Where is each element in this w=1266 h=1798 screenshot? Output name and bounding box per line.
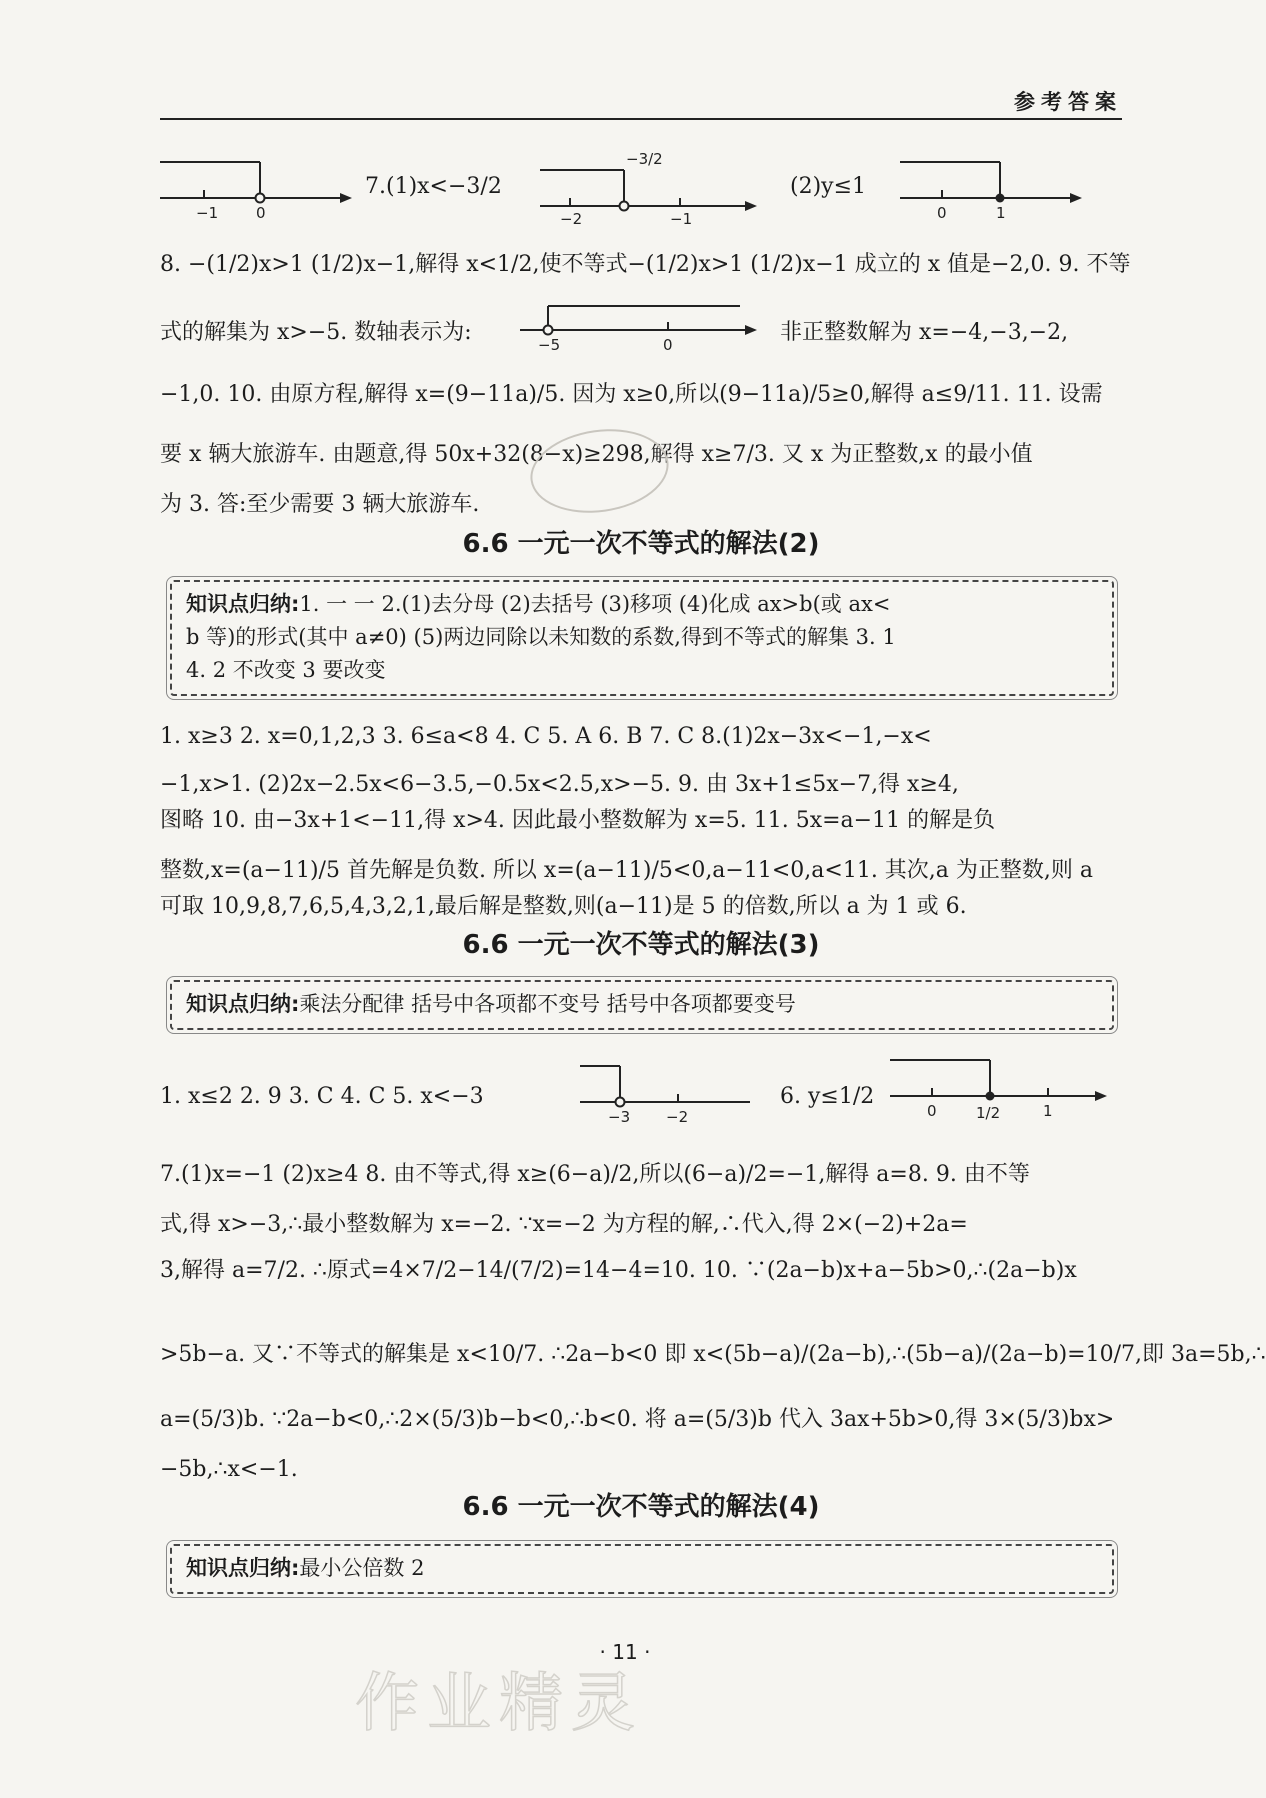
nl5-tick-b: −2 — [666, 1108, 689, 1126]
nl4-tick-a: −5 — [538, 336, 561, 354]
box3-label: 知识点归纳: — [186, 992, 300, 1016]
sec3-row1a: 1. x≤2 2. 9 3. C 4. C 5. x<−3 — [160, 1084, 484, 1109]
number-line-3 — [900, 150, 1090, 220]
number-line-1 — [160, 150, 350, 220]
nl1-tick-b: 0 — [256, 204, 266, 222]
nl2-point-label: −3/2 — [626, 150, 663, 168]
sec3-line2: 式,得 x>−3,∴最小整数解为 x=−2. ∵x=−2 为方程的解,∴代入,得 2×(−2)+2a= — [160, 1212, 968, 1237]
nl1-tick-a: −1 — [196, 204, 219, 222]
sec3-line4: >5b−a. 又∵不等式的解集是 x<10/7. ∴2a−b<0 即 x<(5b−a)/(2a−b),∴(5b−a)/(2a−b)=10/7,即 3a=5b,∴ — [160, 1342, 1266, 1367]
box4-text: 最小公倍数 2 — [299, 1556, 425, 1580]
number-line-6 — [890, 1052, 1115, 1132]
sec2-line4: 整数,x=(a−11)/5 首先解是负数. 所以 x=(a−11)/5<0,a−11<0,a<11. 其次,a 为正整数,则 a — [160, 858, 1094, 883]
sec2-line1: 1. x≥3 2. x=0,1,2,3 3. 6≤a<8 4. C 5. A 6. B 7. C 8.(1)2x−3x<−1,−x< — [160, 724, 932, 749]
sec3-row1b: 6. y≤1/2 — [780, 1084, 875, 1109]
nl4-tick-b: 0 — [663, 336, 673, 354]
box2-line1: 知识点归纳:1. 一 一 2.(1)去分母 (2)去括号 (3)移项 (4)化成 ax>b(或 ax< — [186, 592, 891, 616]
nl6-tick-a: 0 — [927, 1102, 937, 1120]
knowledge-box-2 — [170, 580, 1114, 696]
sec2-line5: 可取 10,9,8,7,6,5,4,3,2,1,最后解是整数,则(a−11)是 5 的倍数,所以 a 为 1 或 6. — [160, 894, 967, 919]
sec3-line3: 3,解得 a=7/2. ∴原式=4×7/2−14/(7/2)=14−4=10. 10. ∵(2a−b)x+a−5b>0,∴(2a−b)x — [160, 1258, 1077, 1283]
block1-line5: 为 3. 答:至少需要 3 辆大旅游车. — [160, 492, 480, 517]
sec3-line5: a=(5/3)b. ∵2a−b<0,∴2×(5/3)b−b<0,∴b<0. 将 a=(5/3)b 代入 3ax+5b>0,得 3×(5/3)bx> — [160, 1407, 1115, 1432]
box2-line2: b 等)的形式(其中 a≠0) (5)两边同除以未知数的系数,得到不等式的解集 3. 1 — [186, 625, 896, 649]
knowledge-box-4 — [170, 1544, 1114, 1594]
number-line-4 — [520, 300, 760, 360]
box3-text: 乘法分配律 括号中各项都不变号 括号中各项都要变号 — [299, 992, 796, 1016]
sec2-line3: 图略 10. 由−3x+1<−11,得 x>4. 因此最小整数解为 x=5. 11. 5x=a−11 的解是负 — [160, 808, 996, 833]
number-line-2 — [540, 150, 760, 228]
box2-line3: 4. 2 不改变 3 要改变 — [186, 658, 386, 682]
number-line-5 — [580, 1058, 770, 1128]
header-rule — [160, 118, 1122, 120]
block1-line2b: 非正整数解为 x=−4,−3,−2, — [780, 320, 1069, 345]
box4-label: 知识点归纳: — [186, 1556, 300, 1580]
q7-part2: (2)y≤1 — [790, 174, 867, 199]
block1-line3: −1,0. 10. 由原方程,解得 x=(9−11a)/5. 因为 x≥0,所以(9−11a)/5≥0,解得 a≤9/11. 11. 设需 — [160, 382, 1103, 407]
nl3-tick-b: 1 — [996, 204, 1006, 222]
block1-line4: 要 x 辆大旅游车. 由题意,得 50x+32(8−x)≥298,解得 x≥7/3. 又 x 为正整数,x 的最小值 — [160, 442, 1033, 467]
sec2-line2: −1,x>1. (2)2x−2.5x<6−3.5,−0.5x<2.5,x>−5. 9. 由 3x+1≤5x−7,得 x≥4, — [160, 772, 959, 797]
page-number: · 11 · — [599, 1640, 651, 1664]
knowledge-box-3 — [170, 980, 1114, 1030]
section-title-3: 6.6 一元一次不等式的解法(3) — [462, 930, 820, 960]
box2-label: 知识点归纳: — [186, 592, 300, 616]
section-title-2: 6.6 一元一次不等式的解法(2) — [462, 529, 820, 559]
nl6-tick-b: 1/2 — [976, 1104, 1001, 1122]
sec3-line6: −5b,∴x<−1. — [160, 1457, 298, 1482]
nl6-tick-c: 1 — [1043, 1102, 1053, 1120]
block1-line2a: 式的解集为 x>−5. 数轴表示为: — [160, 320, 472, 345]
watermark-logo: 作业精灵 — [355, 1667, 643, 1741]
nl2-tick-a: −2 — [560, 210, 583, 228]
nl5-tick-a: −3 — [608, 1108, 631, 1126]
header-title: 参考答案 — [1014, 90, 1122, 114]
q7-part1: 7.(1)x<−3/2 — [365, 174, 502, 199]
sec3-line1: 7.(1)x=−1 (2)x≥4 8. 由不等式,得 x≥(6−a)/2,所以(6−a)/2=−1,解得 a=8. 9. 由不等 — [160, 1162, 1030, 1187]
nl2-tick-b: −1 — [670, 210, 693, 228]
nl3-tick-a: 0 — [937, 204, 947, 222]
section-title-4: 6.6 一元一次不等式的解法(4) — [462, 1492, 820, 1522]
block1-line1: 8. −(1/2)x>1 (1/2)x−1,解得 x<1/2,使不等式−(1/2)x>1 (1/2)x−1 成立的 x 值是−2,0. 9. 不等 — [160, 252, 1131, 277]
